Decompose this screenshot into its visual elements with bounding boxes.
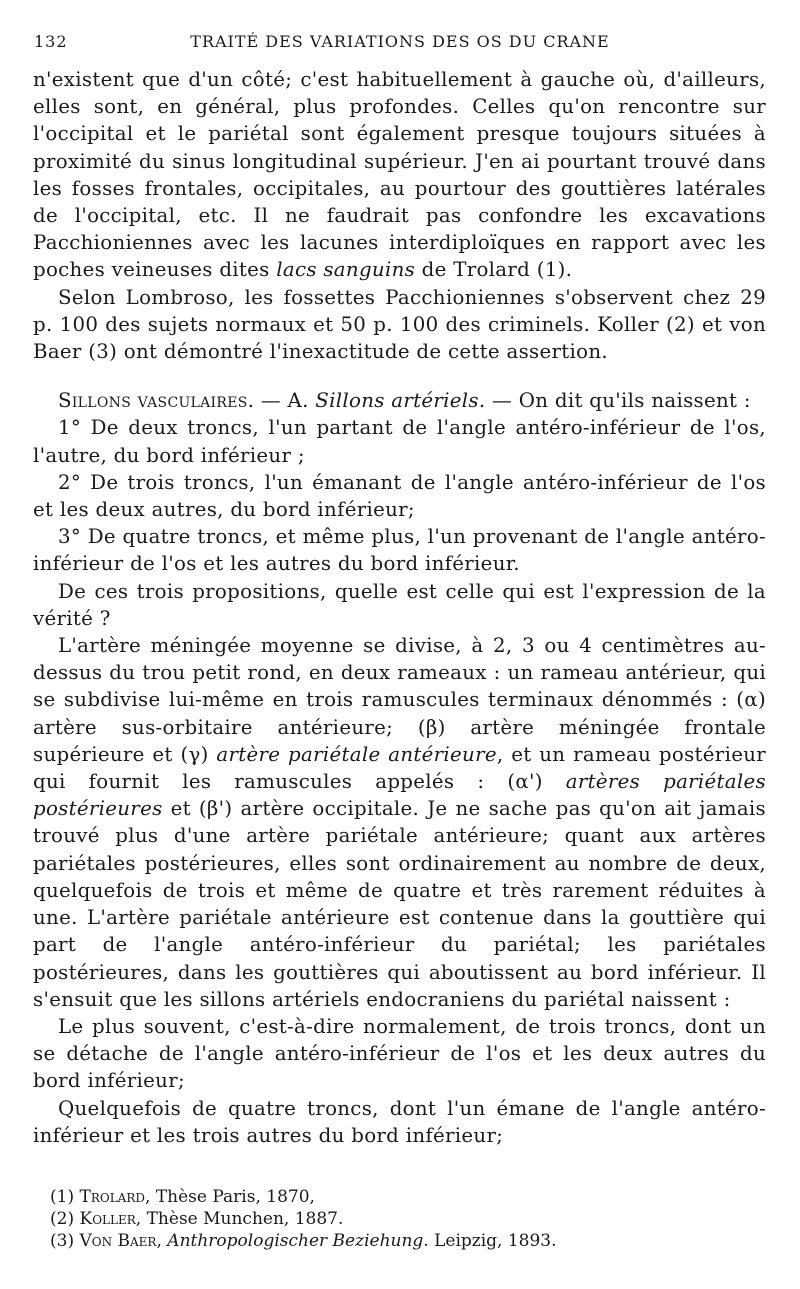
subsection-heading: Sillons artériels. [315, 389, 486, 413]
footnote-1: (1) Trolard, Thèse Paris, 1870, [50, 1187, 315, 1207]
body-text [33, 66, 766, 1149]
footnotes [50, 1186, 765, 1252]
paragraph-pacchioniennes: n'existent que d'un côté; c'est habituellement à gauche où, d'ailleurs, elles sont, en général, plus profondes. Celles qu'on rencontre sur l'occipital et le pariétal sont également presque toujours situées à proximité du sinus longitudinal supérieur. J'en ai pourtant trouvé dans les fosses frontales, occipitales, au pourtour des gouttières latérales de l'occipital, etc. Il ne faudrait pas confondre les excavations Pacchioniennes avec les lacunes interdiploïques en rapport avec les poches veineuses dites lacs sanguins de Trolard (1). [33, 68, 766, 282]
proposition-3: 3° De quatre troncs, et même plus, l'un provenant de l'angle antéro-inférieur de l'os et les autres du bord inférieur. [33, 525, 766, 576]
paragraph-quelquefois: Quelquefois de quatre troncs, dont l'un émane de l'angle antéro-inférieur et les trois autres du bord inférieur; [33, 1096, 766, 1147]
paragraph-sillons-vasculaires: Sillons vasculaires. — A. Sillons artériels. — On dit qu'ils naissent : [58, 389, 751, 413]
paragraph-normalement: Le plus souvent, c'est-à-dire normalement, de trois troncs, dont un se détache de l'angle antéro-inférieur de l'os et les deux autres du bord inférieur; [33, 1014, 766, 1093]
paragraph-lombroso: Selon Lombroso, les fossettes Pacchioniennes s'observent chez 29 p. 100 des sujets normaux et 50 p. 100 des criminels. Koller (2) et von Baer (3) ont démontré l'inexactitude de cette assertion. [33, 285, 766, 364]
footnote-3: (3) Von Baer, Anthropologischer Beziehung. Leipzig, 1893. [50, 1231, 557, 1251]
paragraph-meningee: L'artère méningée moyenne se divise, à 2, 3 ou 4 centimètres au-dessus du trou petit rond, en deux rameaux : un rameau antérieur, qui se subdivise lui-même en trois ramuscules terminaux dénommés : (α) artère sus-orbitaire antérieure; (β) artère méningée frontale supérieure et (γ) artère pariétale antérieure, et un rameau postérieur qui fournit les ramuscules appelés : (α') artères pariétales postérieures et (β') artère occipitale. Je ne sache pas qu'on ait jamais trouvé plus d'une artère pariétale antérieure; quant aux artères pariétales postérieures, elles sont ordinairement au nombre de deux, quelquefois de trois et même de quatre et très rarement réduites à une. L'artère pariétale antérieure est contenue dans la gouttière qui part de l'angle antéro-inférieur du pariétal; les pariétales postérieures, dans les gouttières qui aboutissent au bord inférieur. Il s'ensuit que les sillons artériels endocraniens du pariétal naissent : [33, 634, 766, 1011]
paragraph-question: De ces trois propositions, quelle est celle qui est l'expression de la vérité ? [33, 579, 766, 630]
proposition-2: 2° De trois troncs, l'un émanant de l'angle antéro-inférieur de l'os et les deux autres, du bord inférieur; [33, 470, 766, 522]
section-heading: Sillons vasculaires. [58, 389, 255, 413]
page-number: 132 [34, 32, 68, 51]
footnote-2: (2) Koller, Thèse Munchen, 1887. [50, 1209, 344, 1229]
page-header [34, 32, 766, 58]
proposition-1: 1° De deux troncs, l'un partant de l'angle antéro-inférieur de l'os, l'autre, du bord inférieur ; [33, 416, 766, 467]
running-title: TRAITÉ DES VARIATIONS DES OS DU CRANE [190, 32, 610, 51]
